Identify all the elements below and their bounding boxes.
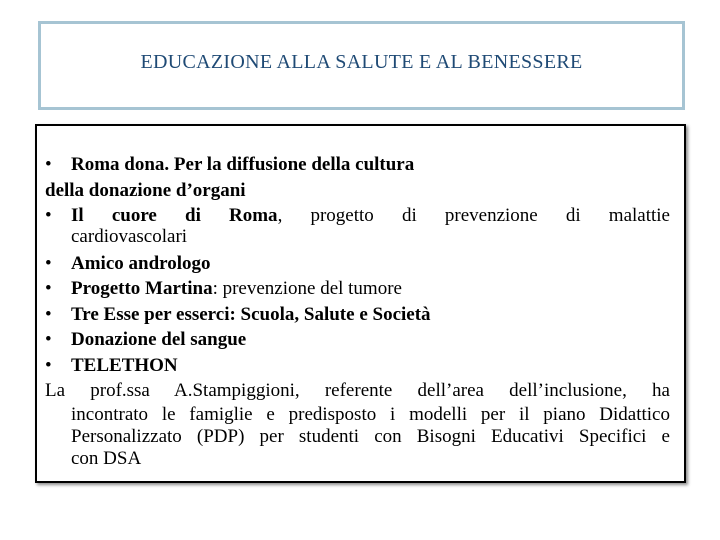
bullet: • <box>45 252 52 274</box>
list-item-roma-dona <box>45 152 670 178</box>
bullet: • <box>45 278 52 299</box>
bullet: • <box>45 303 52 325</box>
list-item-donazione-sangue <box>45 327 670 353</box>
content-box <box>35 124 686 483</box>
cuore-di-roma-desc-line2: cardiovascolari <box>71 225 188 247</box>
list-item-tre-esse <box>45 302 670 328</box>
slide-title: EDUCAZIONE ALLA SALUTE E AL BENESSERE <box>140 51 583 73</box>
bullet: • <box>45 154 52 175</box>
bullet: • <box>45 354 52 376</box>
bullet: • <box>45 205 52 226</box>
list-item-cuore-continuation <box>45 227 670 247</box>
note-line-4: con DSA <box>71 447 142 469</box>
cuore-di-roma-desc: , progetto di prevenzione di malattie <box>277 205 670 226</box>
note-line-1: La prof.ssa A.Stampiggioni, referente dell’area dell’inclusione, ha <box>45 380 670 401</box>
list-item-telethon <box>45 353 670 379</box>
amico-andrologo-text: Amico andrologo <box>71 252 211 274</box>
note-line-2: incontrato le famiglie e predisposto i modelli per il piano Didattico <box>71 403 670 425</box>
title-box <box>38 21 685 110</box>
telethon-text: TELETHON <box>71 354 178 376</box>
roma-dona-text-line2: della donazione d’organi <box>45 179 246 201</box>
cuore-di-roma-title: Il cuore di Roma <box>71 205 278 226</box>
list-item-roma-dona-continuation <box>45 178 670 204</box>
bullet: • <box>45 329 52 350</box>
donazione-sangue-text: Donazione del sangue <box>71 329 247 350</box>
list-item-amico-andrologo <box>45 251 670 277</box>
list-item-progetto-martina <box>45 276 670 302</box>
note-line-3: Personalizzato (PDP) per studenti con Bisogni Educativi Specifici e <box>71 425 670 447</box>
progetto-martina-desc: : prevenzione del tumore <box>212 278 402 299</box>
roma-dona-text: Roma dona. Per la diffusione della cultura <box>71 154 415 175</box>
progetto-martina-title: Progetto Martina <box>71 278 213 299</box>
tre-esse-text: Tre Esse per esserci: Scuola, Salute e Società <box>71 303 431 325</box>
